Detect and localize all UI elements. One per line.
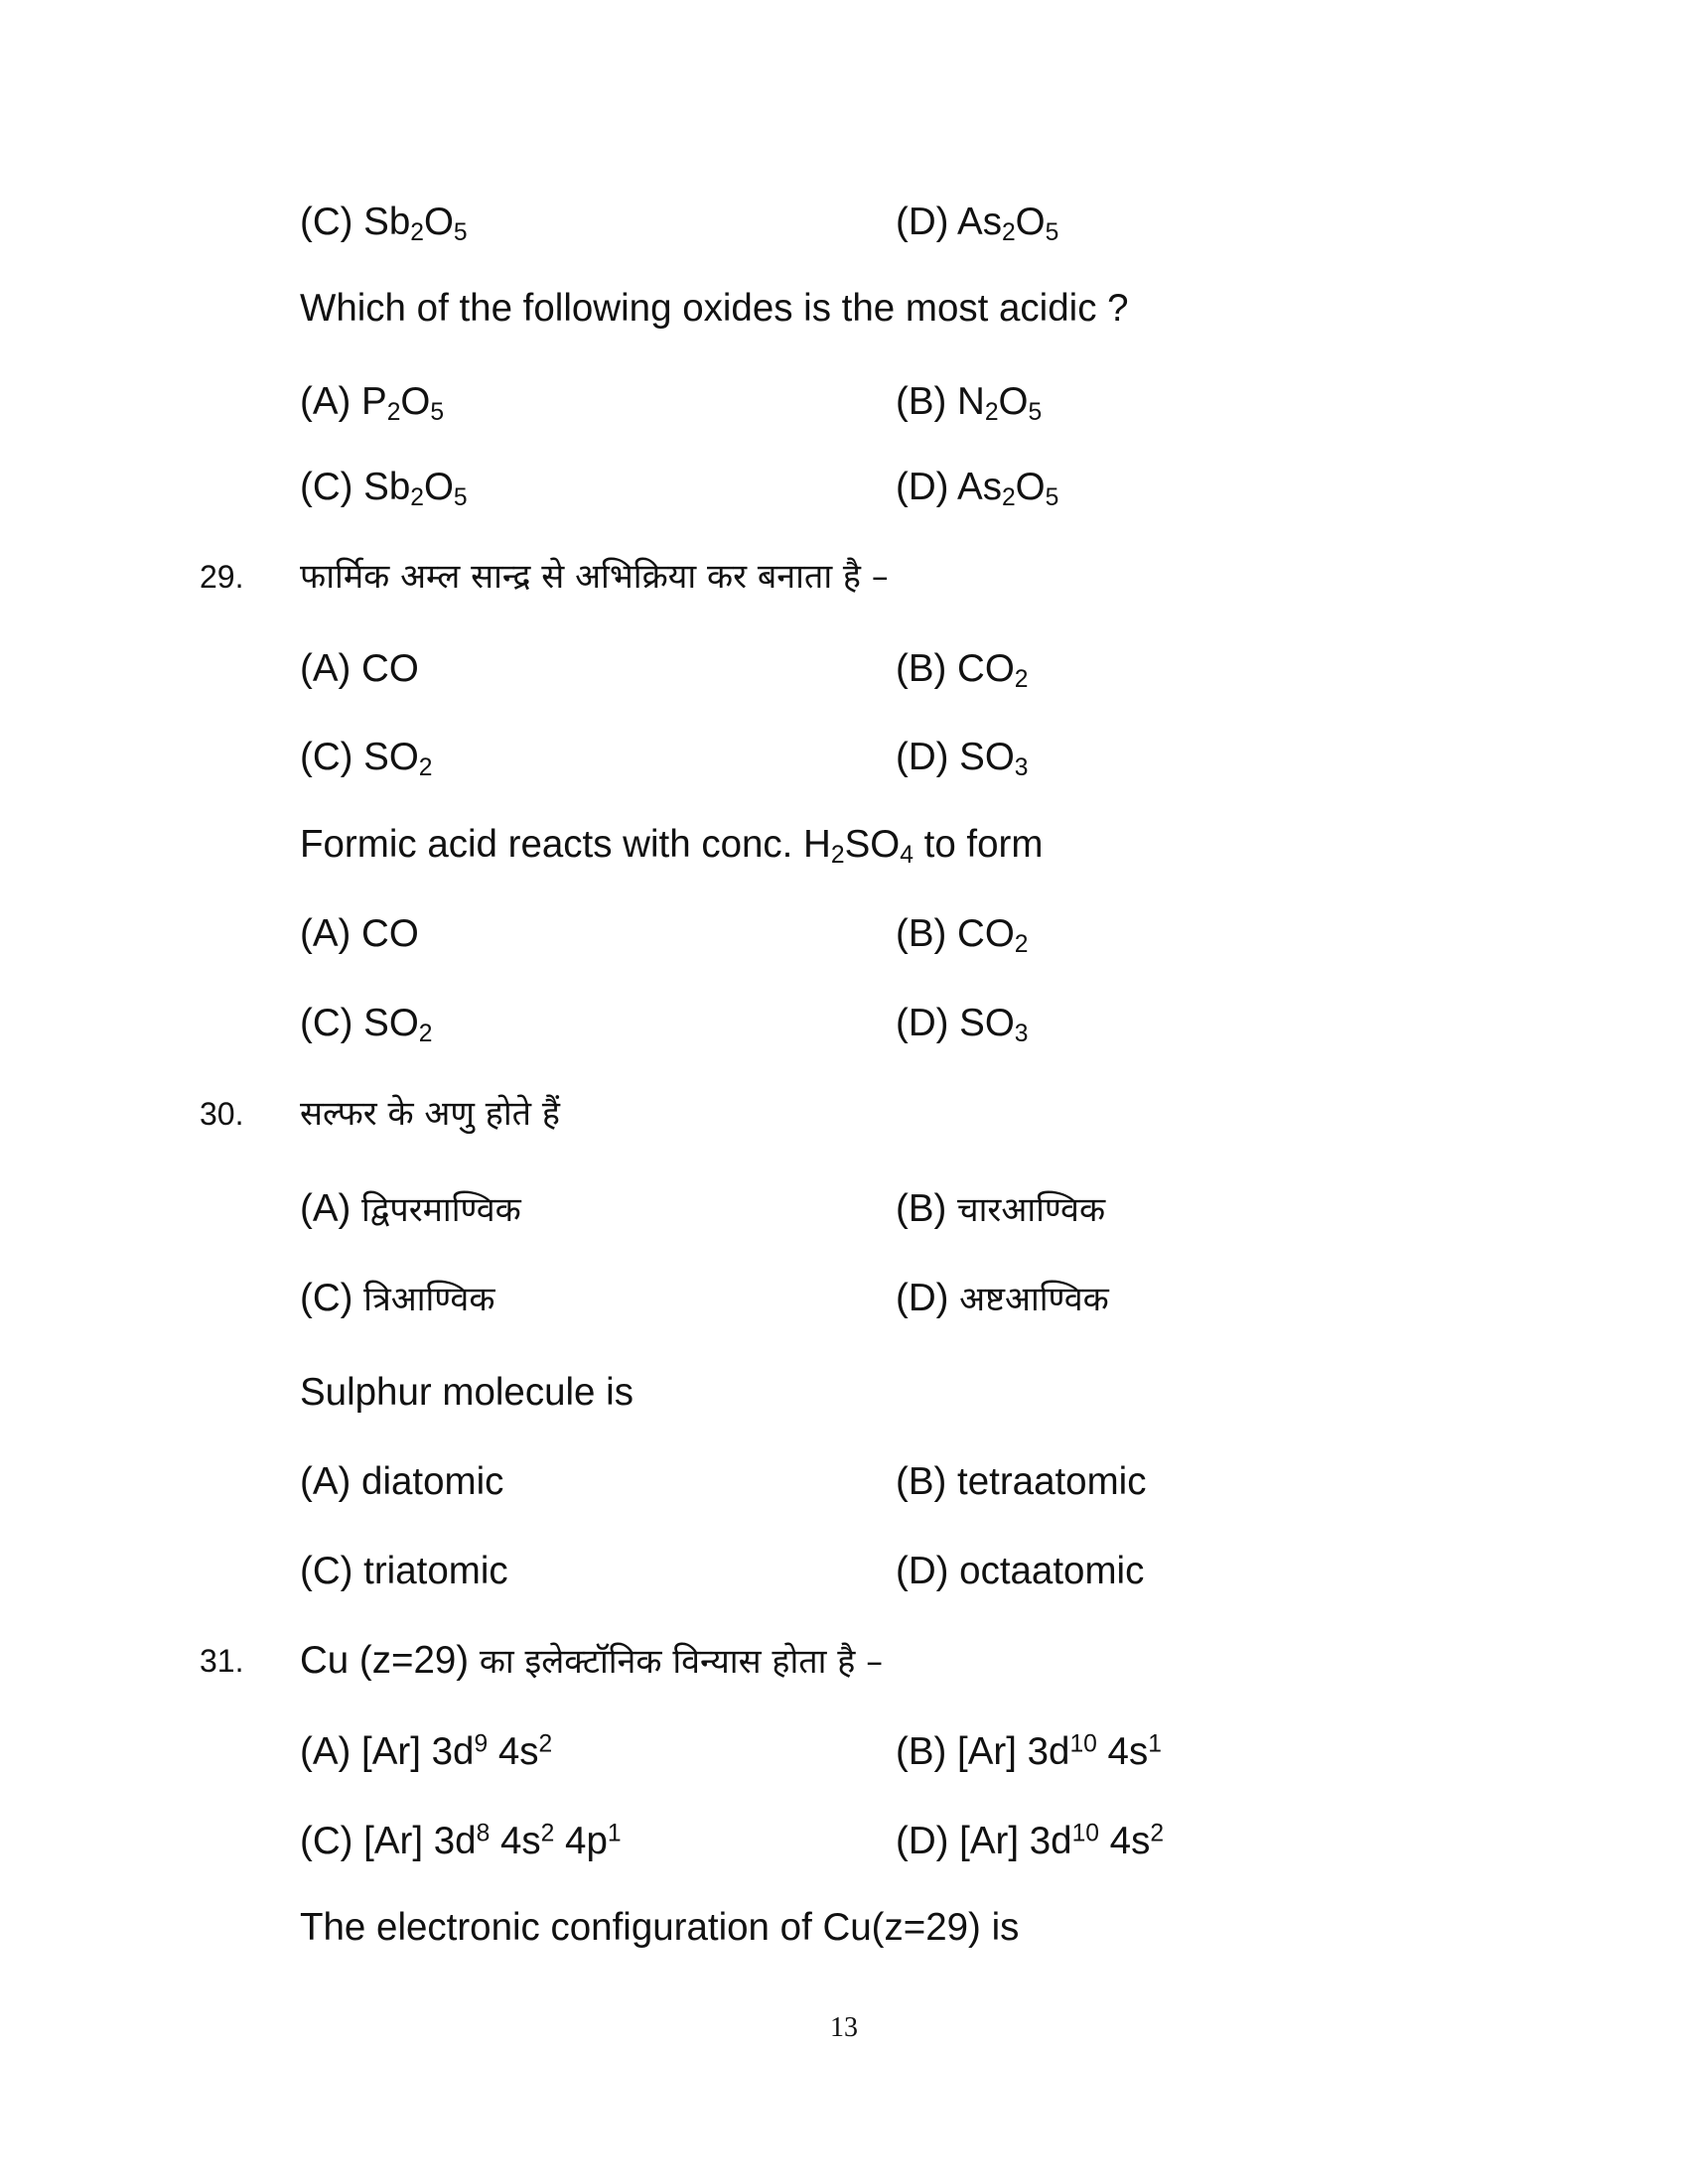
option-label: (D) bbox=[896, 1550, 949, 1592]
option-d-en-q28 bbox=[896, 466, 1059, 511]
option-formula: [Ar] $3d^9$ $4s^2$ bbox=[351, 1730, 553, 1773]
option-text: octaatomic bbox=[959, 1550, 1145, 1592]
option-formula: $SO_3$ bbox=[948, 1002, 1029, 1047]
option-label: (C) bbox=[300, 1820, 353, 1862]
option-c-hi-q29 bbox=[300, 736, 433, 781]
option-label: (C) bbox=[300, 1550, 353, 1592]
question-number-29: 29. bbox=[200, 559, 244, 595]
option-label: (B) bbox=[896, 1460, 947, 1503]
option-formula: $P_2O_5$ bbox=[351, 380, 445, 426]
option-formula: CO bbox=[351, 647, 419, 690]
option-label: (D) bbox=[896, 466, 949, 508]
option-formula: $N_2O_5$ bbox=[946, 380, 1043, 426]
option-label: (A) bbox=[300, 1460, 352, 1503]
page-number-text: 13 bbox=[830, 2012, 858, 2043]
option-label: (B) bbox=[896, 1187, 947, 1230]
option-formula: $Sb_2O_5$ bbox=[352, 466, 468, 511]
question-prefix: Cu (z=29) bbox=[300, 1639, 480, 1682]
option-d-en-q29 bbox=[896, 1002, 1029, 1047]
option-formula: CO bbox=[351, 912, 419, 955]
option-label: (D) bbox=[896, 1002, 949, 1044]
option-label: (A) bbox=[300, 380, 352, 423]
option-c-en-q30 bbox=[300, 1550, 508, 1592]
question-text-en-q28: Which of the following oxides is the most acidic ? bbox=[300, 287, 1129, 330]
option-text: चारआण्विक bbox=[957, 1190, 1106, 1230]
option-label: (C) bbox=[300, 466, 353, 508]
option-text: त्रिआण्विक bbox=[363, 1280, 495, 1319]
option-c-hi-q28 bbox=[300, 201, 468, 246]
option-formula: $SO_3$ bbox=[948, 736, 1029, 781]
option-a-en-q30 bbox=[300, 1460, 504, 1503]
option-b-en-q30 bbox=[896, 1460, 1147, 1503]
option-b-en-q29 bbox=[896, 912, 1029, 958]
question-text-hi: का इलेक्टॉनिक विन्यास होता है – bbox=[479, 1642, 884, 1682]
question-number-30: 30. bbox=[200, 1096, 244, 1132]
option-d-en-q30 bbox=[896, 1550, 1145, 1592]
option-b-en-q28 bbox=[896, 380, 1043, 426]
option-formula: $SO_2$ bbox=[352, 1002, 433, 1047]
option-label: (C) bbox=[300, 201, 353, 243]
option-label: (A) bbox=[300, 647, 352, 690]
question-text-hi-q31 bbox=[300, 1639, 884, 1682]
option-label: (D) bbox=[896, 1820, 949, 1862]
option-text: द्विपरमाण्विक bbox=[361, 1190, 521, 1230]
option-label: (B) bbox=[896, 647, 947, 690]
option-d-hi-q30 bbox=[896, 1277, 1109, 1319]
option-b-hi-q30 bbox=[896, 1187, 1106, 1230]
page-number bbox=[0, 2014, 1688, 2042]
question-text-en-q29: Formic acid reacts with conc. $H_2SO_4$ to form bbox=[300, 823, 1044, 869]
option-c-en-q29 bbox=[300, 1002, 433, 1047]
option-a-q31 bbox=[300, 1730, 553, 1773]
question-text-en-q31: The electronic configuration of Cu(z=29) is bbox=[300, 1906, 1020, 1949]
option-label: (A) bbox=[300, 912, 352, 955]
option-label: (B) bbox=[896, 380, 947, 423]
option-c-hi-q30 bbox=[300, 1277, 495, 1319]
option-label: (D) bbox=[896, 1277, 949, 1319]
option-text: tetraatomic bbox=[957, 1460, 1147, 1503]
option-formula: [Ar] $3d^{10}$ $4s^1$ bbox=[946, 1730, 1162, 1773]
option-text: diatomic bbox=[361, 1460, 504, 1503]
option-formula: $CO_2$ bbox=[946, 647, 1029, 693]
option-b-q31 bbox=[896, 1730, 1162, 1773]
option-a-en-q28 bbox=[300, 380, 445, 426]
option-label: (B) bbox=[896, 1730, 947, 1773]
option-label: (B) bbox=[896, 912, 947, 955]
option-formula: $Sb_2O_5$ bbox=[352, 201, 468, 246]
option-formula: [Ar] $3d^8$ $4s^2$ $4p^1$ bbox=[352, 1820, 622, 1862]
option-a-hi-q29 bbox=[300, 647, 419, 690]
option-d-q31 bbox=[896, 1820, 1165, 1862]
option-d-hi-q28 bbox=[896, 201, 1059, 246]
option-label: (C) bbox=[300, 1277, 353, 1319]
option-text: अष्टआण्विक bbox=[959, 1280, 1109, 1319]
option-b-hi-q29 bbox=[896, 647, 1029, 693]
option-label: (A) bbox=[300, 1187, 352, 1230]
option-label: (C) bbox=[300, 1002, 353, 1044]
option-c-en-q28 bbox=[300, 466, 468, 511]
option-a-hi-q30 bbox=[300, 1187, 521, 1230]
question-text-hi-q29: फार्मिक अम्ल सान्द्र से अभिक्रिया कर बनाता है – bbox=[300, 557, 889, 597]
option-formula: $As_2O_5$ bbox=[948, 201, 1059, 246]
option-formula: $CO_2$ bbox=[946, 912, 1029, 958]
option-label: (D) bbox=[896, 201, 949, 243]
question-text-en-q30: Sulphur molecule is bbox=[300, 1371, 633, 1414]
option-label: (C) bbox=[300, 736, 353, 778]
question-number-31: 31. bbox=[200, 1643, 244, 1679]
option-a-en-q29 bbox=[300, 912, 419, 955]
option-label: (A) bbox=[300, 1730, 352, 1773]
option-formula: [Ar] $3d^{10}$ $4s^2$ bbox=[948, 1820, 1165, 1862]
option-c-q31 bbox=[300, 1820, 622, 1862]
option-formula: $As_2O_5$ bbox=[948, 466, 1059, 511]
option-formula: $SO_2$ bbox=[352, 736, 433, 781]
question-text-hi-q30: सल्फर के अणु होते हैं bbox=[300, 1094, 560, 1134]
option-text: triatomic bbox=[363, 1550, 508, 1592]
option-d-hi-q29 bbox=[896, 736, 1029, 781]
option-label: (D) bbox=[896, 736, 949, 778]
